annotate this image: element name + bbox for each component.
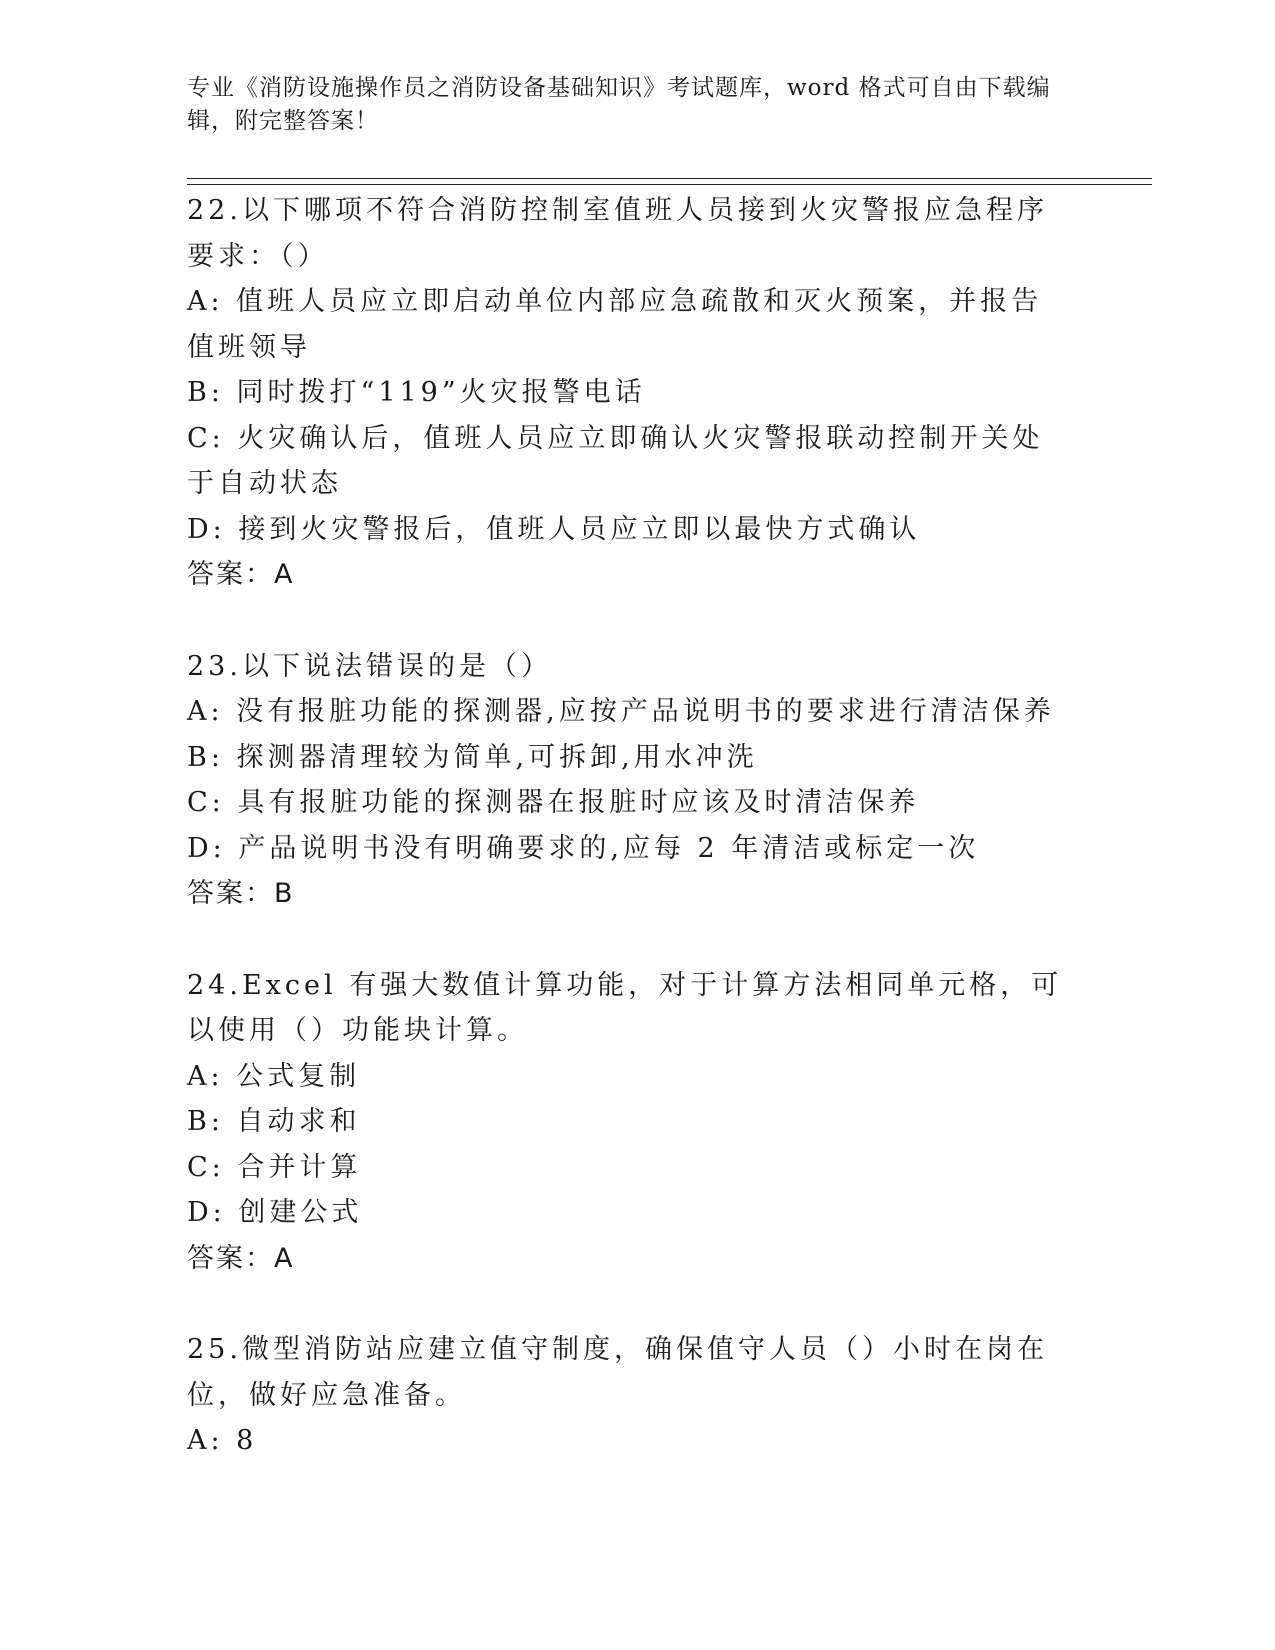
question-23 (187, 644, 1067, 917)
answer: 答案：A (187, 559, 295, 590)
question-stem: 23.以下说法错误的是（） (187, 650, 552, 682)
answer: 答案：A (187, 1242, 295, 1274)
option-a: A: 值班人员应立即启动单位内部应急疏散和灭火预案，并报告值班领导 (187, 286, 1043, 363)
header-divider-top (187, 178, 1152, 179)
option-d: D: 创建公式 (187, 1197, 363, 1228)
question-stem: 22.以下哪项不符合消防控制室值班人员接到火灾警报应急程序要求：（） (187, 195, 1048, 272)
answer: 答案：B (187, 878, 295, 909)
option-d: D: 产品说明书没有明确要求的,应每 2 年清洁或标定一次 (187, 832, 980, 864)
option-b: B: 探测器清理较为简单,可拆卸,用水冲洗 (187, 741, 758, 773)
page-header: 专业《消防设施操作员之消防设备基础知识》考试题库，word 格式可自由下载编辑，附完整答案！ (187, 75, 1051, 134)
question-stem: 25.微型消防站应建立值守制度，确保值守人员（）小时在岗在位，做好应急准备。 (187, 1334, 1048, 1411)
option-b: B: 自动求和 (187, 1106, 361, 1137)
header-divider-bottom (187, 184, 1152, 185)
option-a: A: 8 (187, 1425, 258, 1456)
question-24 (187, 963, 1067, 1282)
option-c: C: 火灾确认后，值班人员应立即确认火灾警报联动控制开关处于自动状态 (187, 422, 1044, 499)
option-d: D: 接到火灾警报后，值班人员应立即以最快方式确认 (187, 513, 921, 545)
question-list (187, 188, 1067, 1510)
option-c: C: 合并计算 (187, 1151, 362, 1183)
question-22 (187, 188, 1067, 598)
option-c: C: 具有报脏功能的探测器在报脏时应该及时清洁保养 (187, 787, 920, 818)
option-a: A: 没有报脏功能的探测器,应按产品说明书的要求进行清洁保养 (187, 696, 1055, 727)
option-b: B: 同时拨打“119”火灾报警电话 (187, 377, 646, 408)
question-25 (187, 1327, 1067, 1464)
option-a: A: 公式复制 (187, 1060, 361, 1092)
question-stem: 24.Excel 有强大数值计算功能，对于计算方法相同单元格，可以使用（）功能块计算。 (187, 969, 1063, 1046)
